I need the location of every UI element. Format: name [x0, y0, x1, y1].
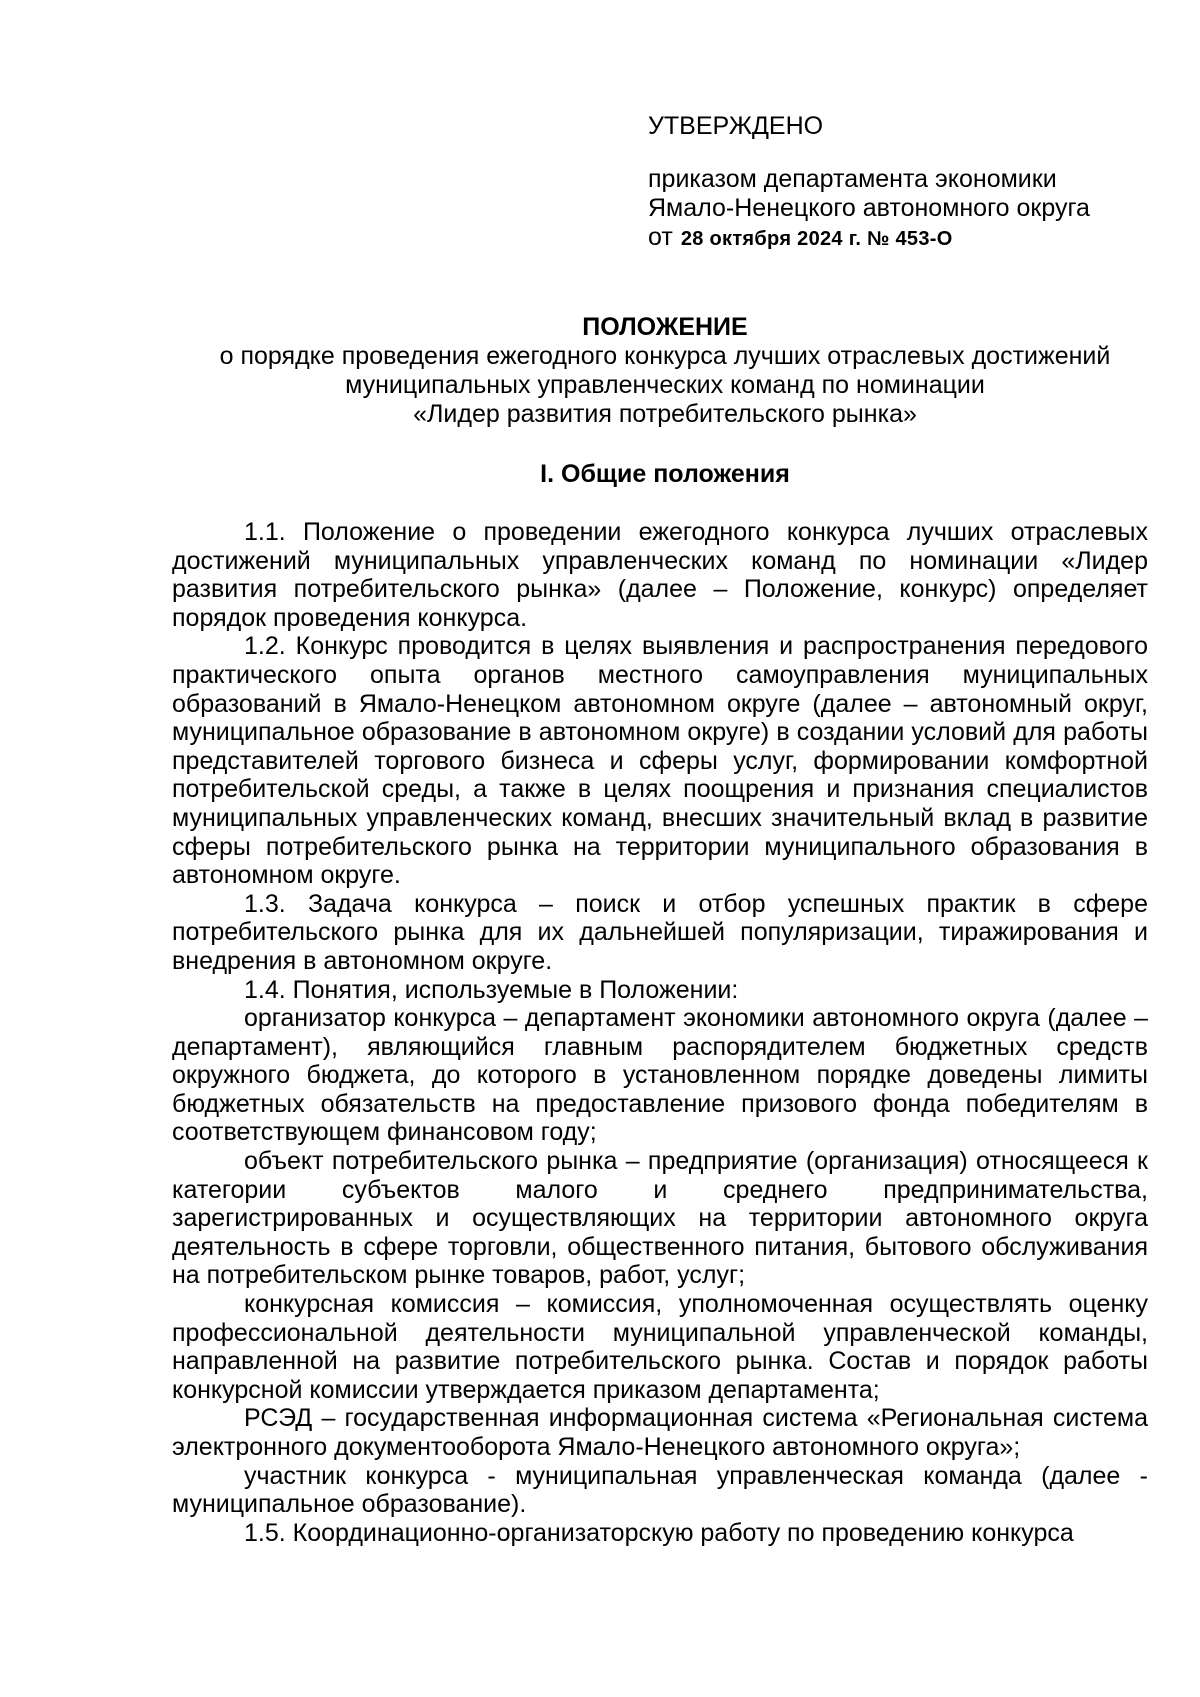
section-heading: I. Общие положения — [540, 460, 790, 488]
document-subtitle-line-1: о порядке проведения ежегодного конкурса лучших отраслевых достижений — [219, 342, 1111, 370]
definition-organizer: организатор конкурса – департамент экономики автономного округа (далее – департамент), являющийся главным распорядителем бюджетных средств окружного бюджета, до которого в установленном порядке доведены лимиты бюджетных обязательств на предоставление призового фонда победителям в соответствующем финансовом году; — [172, 1004, 1148, 1147]
paragraph-1-1: 1.1. Положение о проведении ежегодного конкурса лучших отраслевых достижений муниципальных управленческих команд по номинации «Лидер развития потребительского рынка» (далее – Положение, конкурс) определяет порядок проведения конкурса. — [172, 518, 1148, 632]
approval-order-line-2: Ямало-Ненецкого автономного округа — [648, 194, 1090, 222]
definition-rsed: РСЭД – государственная информационная система «Региональная система электронного документооборота Ямало-Ненецкого автономного округа»; — [172, 1404, 1148, 1461]
paragraph-1-2: 1.2. Конкурс проводится в целях выявления и распространения передового практического опыта органов местного самоуправления муниципальных образований в Ямало-Ненецком автономном округе (далее – автономный округ, муниципальное образование в автономном округе) в создании условий для работы представителей торгового бизнеса и сферы услуг, формировании комфортной потребительской среды, а также в целях поощрения и признания специалистов муниципальных управленческих команд, внесших значительный вклад в развитие сферы потребительского рынка на территории муниципального образования в автономном округе. — [172, 632, 1148, 890]
document-body — [172, 518, 1148, 1547]
paragraph-1-4: 1.4. Понятия, используемые в Положении: — [244, 975, 739, 1004]
paragraph-1-3: 1.3. Задача конкурса – поиск и отбор успешных практик в сфере потребительского рынка для их дальнейшей популяризации, тиражирования и внедрения в автономном округе. — [172, 889, 1148, 975]
document-subtitle-line-3: «Лидер развития потребительского рынка» — [413, 400, 917, 428]
approval-date-prefix: от — [648, 223, 673, 251]
definition-market-object: объект потребительского рынка – предприятие (организация) относящееся к категории субъектов малого и среднего предпринимательства, зарегистрированных и осуществляющих на территории автономного округа деятельность в сфере торговли, общественного питания, бытового обслуживания на потребительском рынке товаров, работ, услуг; — [172, 1147, 1148, 1290]
document-title: ПОЛОЖЕНИЕ — [582, 313, 748, 341]
definition-participant: участник конкурса - муниципальная управленческая команда (далее - муниципальное образование). — [172, 1461, 1148, 1519]
definition-commission: конкурсная комиссия – комиссия, уполномоченная осуществлять оценку профессиональной деятельности муниципальной управленческой команды, направленной на развитие потребительского рынка. Состав и порядок работы конкурсной комиссии утверждается приказом департамента; — [172, 1290, 1148, 1404]
document-subtitle-line-2: муниципальных управленческих команд по номинации — [345, 371, 985, 399]
approval-date-value: 28 октября 2024 г. № 453-О — [680, 228, 953, 250]
paragraph-1-5: 1.5. Координационно-организаторскую работу по проведению конкурса — [244, 1518, 1074, 1547]
approval-stamp-text: УТВЕРЖДЕНО — [648, 112, 824, 140]
approval-date-line — [648, 223, 1168, 254]
document-title-block — [160, 313, 1170, 429]
approval-order-line-1: приказом департамента экономики — [648, 165, 1057, 193]
approval-block — [648, 112, 1168, 254]
